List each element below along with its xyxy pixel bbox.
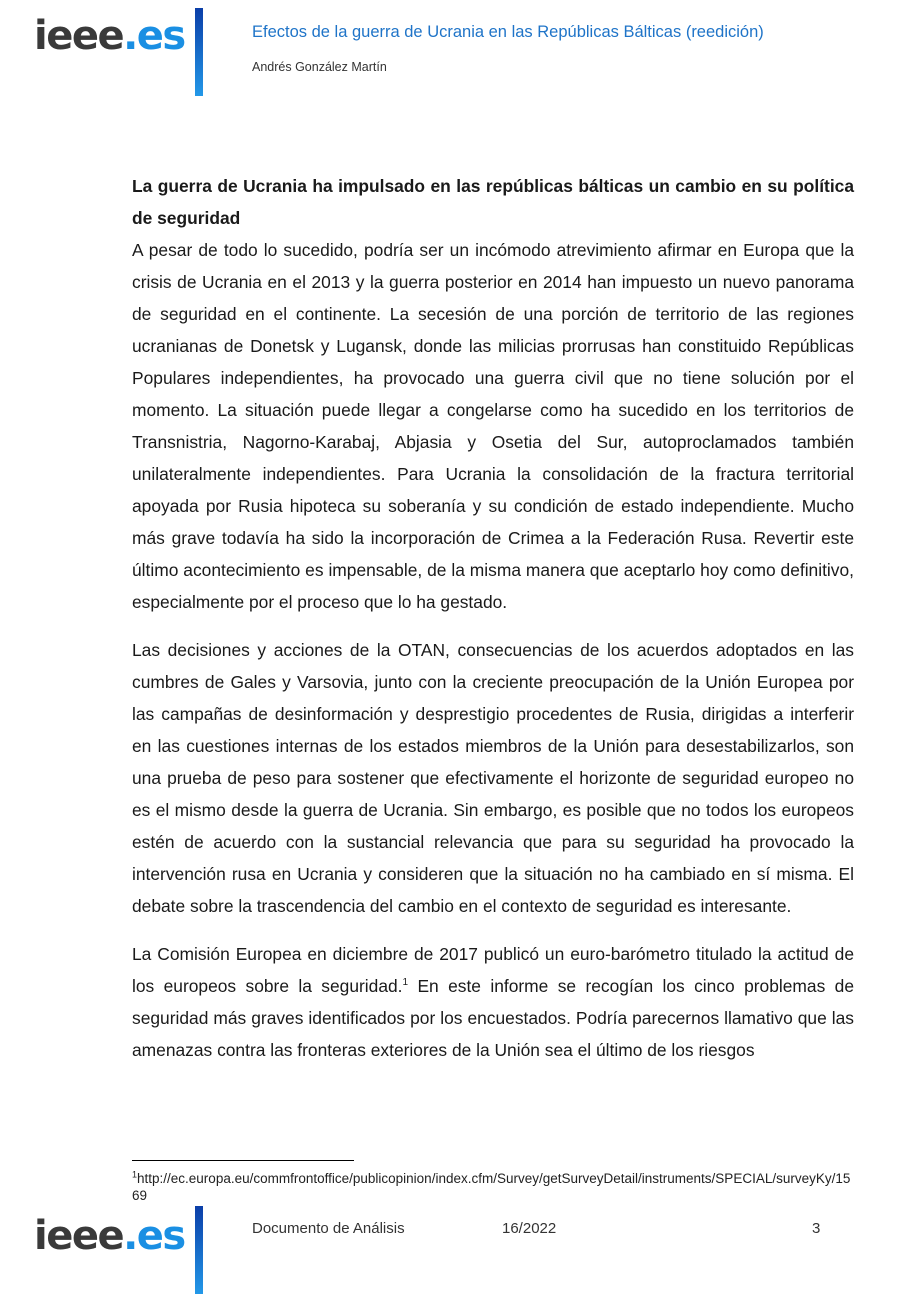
footer-divider-bar [195, 1206, 203, 1294]
paragraph [132, 938, 854, 1066]
page-number: 3 [812, 1220, 821, 1237]
document-number: 16/2022 [502, 1220, 557, 1237]
paragraph: Las decisiones y acciones de la OTAN, consecuencias de los acuerdos adoptados en las cumbres de Gales y Varsovia, junto con la creciente preocupación de la Unión Europea por las campañas de desinformación y desprestigio procedentes de Rusia, dirigidas a interferir en las cuestiones internas de los estados miembros de la Unión para desestabilizarlos, son una prueba de peso para sostener que efectivamente el horizonte de seguridad europeo no es el mismo desde la guerra de Ucrania. Sin embargo, es posible que no todos los europeos estén de acuerdo con la sustancial relevancia que para su seguridad ha provocado la intervención rusa en Ucrania y consideren que la situación no ha cambiado en sí misma. El debate sobre la trascendencia del cambio en el contexto de seguridad es interesante. [132, 640, 854, 916]
paragraph: A pesar de todo lo sucedido, podría ser un incómodo atrevimiento afirmar en Europa que la crisis de Ucrania en el 2013 y la guerra posterior en 2014 han impuesto un nuevo panorama de seguridad en el continente. La secesión de una porción de territorio de las regiones ucranianas de Donetsk y Lugansk, donde las milicias prorrusas han constituido Repúblicas Populares independientes, ha provocado una guerra civil que no tiene solución por el momento. La situación puede llegar a congelarse como ha sucedido en los territorios de Transnistria, Nagorno-Karabaj, Abjasia y Osetia del Sur, autoproclamados también unilateralmente independientes. Para Ucrania la consolidación de la fractura territorial apoyada por Rusia hipoteca su soberanía y su condición de estado independiente. Mucho más grave todavía ha sido la incorporación de Crimea a la Federación Rusa. Revertir este último acontecimiento es impensable, de la misma manera que aceptarlo hoy como definitivo, especialmente por el proceso que lo ha gestado. [132, 240, 854, 612]
logo-text-ieee: ieee [34, 1213, 124, 1259]
ieee-logo [34, 13, 185, 59]
logo-text-es: .es [123, 1213, 185, 1259]
document-type: Documento de Análisis [252, 1220, 405, 1237]
main-content [132, 170, 854, 1082]
footer-ieee-logo [34, 1213, 185, 1259]
logo-text-ieee: ieee [34, 13, 124, 59]
paragraph-text: En este informe se recogían los cinco problemas de seguridad más graves identificados por los encuestados. Podría parecernos llamativo que las amenazas contra las fronteras exteriores de la Unión sea el último de los riesgos [132, 976, 855, 1060]
footnote-reference[interactable]: 1 [402, 977, 409, 989]
document-title: Efectos de la guerra de Ucrania en las Repúblicas Bálticas (reedición) [252, 23, 764, 41]
header-divider-bar [195, 8, 203, 96]
logo-text-es: .es [123, 13, 185, 59]
document-author: Andrés González Martín [252, 60, 387, 74]
footnote-separator [132, 1160, 354, 1161]
footnote-link[interactable]: http://ec.europa.eu/commfrontoffice/publicopinion/index.cfm/Survey/getSurveyDetail/instruments/SPECIAL/surveyKy/1569 [132, 1171, 851, 1203]
section-heading: La guerra de Ucrania ha impulsado en las repúblicas bálticas un cambio en su política de seguridad [132, 176, 854, 228]
paragraph-text: La Comisión Europea en diciembre de 2017 publicó un euro-barómetro titulado la actitud de los europeos sobre la seguridad. [132, 944, 854, 996]
footnote [132, 1170, 854, 1204]
footnote-marker: 1 [132, 1169, 138, 1180]
